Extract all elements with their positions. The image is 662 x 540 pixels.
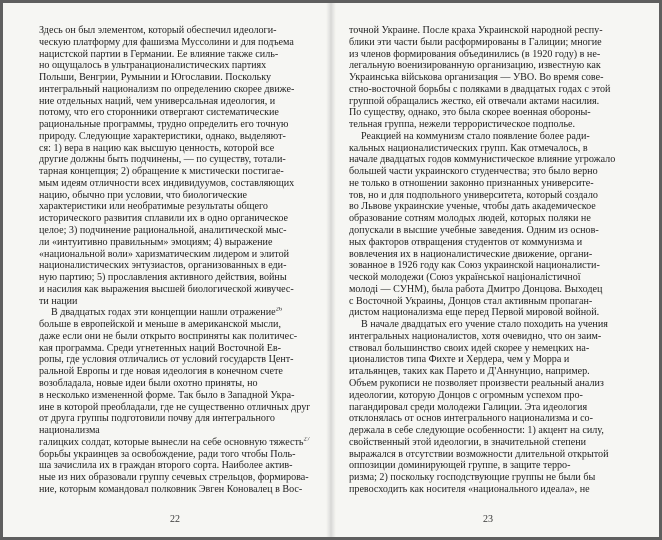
text-line-content: другие должны быть подчинены, — по существу, тотали- bbox=[39, 154, 286, 166]
text-line-content: из членов формирования объединились (в 1920 году) в не- bbox=[349, 48, 601, 60]
text-line-content: «национальной воли» харизматическим лидером и элитой bbox=[39, 248, 290, 260]
text-line-content: выражался в отсутствии возможности длительной открытой bbox=[349, 448, 609, 460]
text-line-content: во Львове украинские ученые, чтобы дать академическое bbox=[349, 201, 596, 213]
text-line-content: ных факторов отвращения студентов от коммунизма и bbox=[349, 236, 583, 248]
text-line bbox=[39, 390, 310, 402]
text-line bbox=[39, 237, 310, 249]
text-line-content: стно-восточной борьбы с поляками в двадцатых годах с этой bbox=[349, 83, 611, 95]
text-line-content: кая программа. Среди угнетенных наций Восточной Ев- bbox=[39, 342, 282, 354]
text-line-content: ческую платформу для фашизма Муссолини и для подъема bbox=[39, 36, 294, 48]
text-line-content: дистом национализма еще перед Первой мировой войной. bbox=[349, 307, 600, 319]
text-line-content: образование сотням молодых людей, которых поляки не bbox=[349, 213, 591, 225]
text-line-content: ную партию; 5) прославления активного действия, войны bbox=[39, 272, 287, 284]
text-line bbox=[39, 213, 310, 225]
text-line-content: ти нации bbox=[39, 295, 78, 307]
text-line bbox=[39, 225, 310, 237]
text-line bbox=[39, 166, 310, 178]
text-line-content: идеологии, которую Донцов с огромным успехом про- bbox=[349, 389, 583, 401]
text-line bbox=[349, 331, 625, 343]
text-line bbox=[39, 143, 310, 155]
text-line bbox=[39, 49, 310, 61]
text-line bbox=[39, 272, 310, 284]
text-line bbox=[39, 25, 310, 37]
text-line bbox=[39, 413, 310, 425]
text-line bbox=[39, 96, 310, 108]
right-page-text bbox=[349, 25, 625, 496]
text-line bbox=[349, 190, 625, 202]
text-line bbox=[349, 413, 625, 425]
text-line-content: держала в себе следующие особенности: 1) акцент на силу, bbox=[349, 425, 604, 437]
text-line bbox=[349, 60, 625, 72]
text-line bbox=[349, 449, 625, 461]
text-line bbox=[349, 472, 625, 484]
text-line-content: В начале двадцатых его учение стало походить на учения bbox=[361, 319, 608, 331]
text-line bbox=[39, 72, 310, 84]
text-line bbox=[349, 225, 625, 237]
text-line-content: нацистской партии в Германии. Ее влияние также силь- bbox=[39, 48, 279, 60]
text-line bbox=[39, 296, 310, 308]
text-line bbox=[349, 437, 625, 449]
text-line bbox=[349, 390, 625, 402]
text-line-content: националистических энтузиастов, организованных в еди- bbox=[39, 260, 287, 272]
text-line-content: возобладала, новые идеи были охотно приняты, но bbox=[39, 377, 258, 389]
text-line bbox=[39, 425, 310, 437]
text-line bbox=[349, 272, 625, 284]
text-line-content: пагандировал среди молодежи Галиции. Эта идеология bbox=[349, 401, 588, 413]
text-line-content: ральной Европы и где новая идеология в конечном счете bbox=[39, 366, 283, 378]
footnote-mark: 27 bbox=[303, 436, 310, 443]
text-line-content: и насилия как выражения высшей биологической живучес- bbox=[39, 283, 294, 295]
text-line-content: ша зачислила их в граждан второго сорта. Наиболее актив- bbox=[39, 460, 293, 472]
text-line bbox=[39, 84, 310, 96]
text-line bbox=[39, 402, 310, 414]
text-line-content: допускали в высшие учебные заведения. Одним из основ- bbox=[349, 225, 599, 237]
text-line-content: легальную военизированную организацию, известную как bbox=[349, 60, 601, 72]
text-line bbox=[39, 484, 310, 496]
text-line bbox=[349, 484, 625, 496]
text-line bbox=[39, 284, 310, 296]
text-line bbox=[349, 107, 625, 119]
text-line-content: галицких солдат, которые вынесли на себе основную тяжесть bbox=[39, 436, 304, 448]
text-line-content: начале двадцатых годов коммунистическое влияние угрожало bbox=[349, 154, 616, 166]
text-line bbox=[39, 307, 310, 319]
right-page-number: 23 bbox=[483, 514, 493, 525]
text-line-content: нацию, обычно при условии, что биологические bbox=[39, 189, 247, 201]
text-line-content: Польши, Венгрии, Румынии и Югославии. Поскольку bbox=[39, 72, 272, 84]
text-line bbox=[349, 249, 625, 261]
text-line bbox=[349, 49, 625, 61]
text-line bbox=[349, 178, 625, 190]
text-line-content: отклонялась от основ интегрального национализма и со- bbox=[349, 413, 593, 425]
text-line-content: больше в европейской и меньше в американской мысли, bbox=[39, 319, 281, 331]
text-line-content: ствовал большинство своих идей скорее у немецких на- bbox=[349, 342, 590, 354]
text-line bbox=[349, 201, 625, 213]
text-line-content: характеристики или необратимые результаты общего bbox=[39, 201, 268, 213]
text-line-content: интегральный национализм по определению скорее движе- bbox=[39, 83, 295, 95]
text-line bbox=[39, 354, 310, 366]
text-line bbox=[39, 119, 310, 131]
text-line-content: даже если они не были открыто восприняты как политичес- bbox=[39, 330, 298, 342]
book-spread bbox=[3, 3, 659, 537]
text-line-content: Здесь он был элементом, который обеспечил идеологи- bbox=[39, 25, 277, 36]
text-line bbox=[349, 37, 625, 49]
text-line-content: По существу, однако, это была скорее военная обороны- bbox=[349, 107, 591, 119]
text-line bbox=[39, 107, 310, 119]
text-line bbox=[349, 402, 625, 414]
text-line bbox=[39, 60, 310, 72]
text-line-content: большей части украинского студенчества; это было верно bbox=[349, 166, 598, 178]
text-line bbox=[349, 343, 625, 355]
text-line bbox=[39, 366, 310, 378]
text-line bbox=[39, 154, 310, 166]
text-line-content: борьбы украинцев за освобождение, ради того чтобы Поль- bbox=[39, 448, 296, 460]
text-line bbox=[349, 284, 625, 296]
text-line bbox=[349, 296, 625, 308]
text-line-content: вовлечения их в националистические движение, органи- bbox=[349, 248, 593, 260]
text-line-content: ине в которой преобладали, где не существенно отличных друг bbox=[39, 401, 310, 413]
text-line bbox=[349, 154, 625, 166]
text-line-content: исторического развития сплавили их в одно органическое bbox=[39, 213, 289, 225]
text-line-content: ние, которым командовал полковник Эвген Коновалец в Вос- bbox=[39, 483, 303, 495]
text-line bbox=[349, 143, 625, 155]
text-line bbox=[349, 96, 625, 108]
text-line bbox=[39, 437, 310, 449]
text-line bbox=[39, 449, 310, 461]
text-line bbox=[39, 472, 310, 484]
text-line bbox=[349, 307, 625, 319]
text-line bbox=[39, 319, 310, 331]
text-line-content: но ощущалось в ультранационалистических партиях bbox=[39, 60, 267, 72]
text-line bbox=[349, 260, 625, 272]
left-page-text bbox=[39, 25, 310, 496]
text-line-content: В двадцатых годах эти концепции нашли отражение bbox=[51, 307, 276, 319]
text-line-content: тов, но и для подпольного университета, который создало bbox=[349, 189, 598, 201]
text-line-content: молоді — СУНМ), была работа Дмитро Донцова. Выходец bbox=[349, 283, 603, 295]
text-line bbox=[349, 72, 625, 84]
text-line-content: блики эти части были расформированы в Галиции; многие bbox=[349, 36, 602, 48]
text-line bbox=[39, 178, 310, 190]
text-line bbox=[349, 378, 625, 390]
text-line-content: Украинська військова организация — УВО. Во время сове- bbox=[349, 72, 604, 84]
text-line bbox=[349, 166, 625, 178]
right-page bbox=[331, 3, 659, 537]
text-line-content: мым идеям отличности всех индивидуумов, составляющих bbox=[39, 177, 295, 189]
text-line-content: не только в отношении законно признанных университе- bbox=[349, 177, 594, 189]
text-line-content: ние отдельных наций, чем универсальная идеология, и bbox=[39, 95, 276, 107]
text-line bbox=[349, 84, 625, 96]
text-line-content: ческой молодежи (Союз української націоналістичної bbox=[349, 272, 581, 284]
text-line bbox=[39, 37, 310, 49]
text-line-content: точной Украине. После краха Украинской народной респу- bbox=[349, 25, 603, 36]
text-line-content: кальных националистических групп. Как отмечалось, в bbox=[349, 142, 588, 154]
text-line-content: ся: 1) вера в нацию как высшую ценность, которой все bbox=[39, 142, 275, 154]
text-line bbox=[39, 343, 310, 355]
text-line-content: итальянцев, таких как Парето и Д'Аннунцио, например. bbox=[349, 366, 590, 378]
text-line bbox=[349, 119, 625, 131]
text-line bbox=[39, 131, 310, 143]
text-line-content: ропы, где условия отличались от условий государств Цент- bbox=[39, 354, 294, 366]
text-line bbox=[349, 131, 625, 143]
text-line-content: в несколько измененной форме. Так было в Западной Укра- bbox=[39, 389, 295, 401]
text-line bbox=[39, 331, 310, 343]
text-line-content: интегральных националистов, хотя очевидно, что он заим- bbox=[349, 330, 602, 342]
text-line-content: оппозиции доминирующей группе, в защите терро- bbox=[349, 460, 571, 472]
text-line-content: тарная концепция; 2) обращение к мистически постигае- bbox=[39, 166, 284, 178]
text-line-content: группой обращались жестко, ей отвечали актами насилия. bbox=[349, 95, 600, 107]
text-line bbox=[349, 354, 625, 366]
text-line bbox=[39, 201, 310, 213]
text-line bbox=[349, 460, 625, 472]
text-line-content: тельная группа, нежели террористическое подполье. bbox=[349, 119, 576, 131]
text-line-content: от друга группы подготовили почву для интегрального bbox=[39, 413, 275, 425]
text-line-content: целое; 3) подчинение рациональной, аналитической мыс- bbox=[39, 225, 287, 237]
text-line bbox=[349, 319, 625, 331]
text-line-content: природу. Следующие характеристики, однако, выделяют- bbox=[39, 130, 286, 142]
text-line bbox=[349, 25, 625, 37]
text-line-content: потому, что его сторонники отвергают систематические bbox=[39, 107, 279, 119]
text-line-content: свойственный этой идеологии, в значительной степени bbox=[349, 436, 586, 448]
text-line-content: ционалистов типа Фихте и Хердера, чем у Морра и bbox=[349, 354, 570, 366]
text-line-content: ризма; 2) поскольку господствующие группы не были бы bbox=[349, 472, 596, 484]
footnote-mark: 26 bbox=[275, 307, 283, 314]
text-line bbox=[349, 213, 625, 225]
text-line-content: превосходить как носителя «национального идеала», не bbox=[349, 483, 590, 495]
text-line bbox=[39, 249, 310, 261]
text-line bbox=[39, 190, 310, 202]
text-line bbox=[349, 366, 625, 378]
text-line bbox=[39, 460, 310, 472]
text-line-content: Реакцией на коммунизм стало появление более ради- bbox=[361, 130, 590, 142]
text-line-content: ные из них образовали группу сечевых стрельцов, формирова- bbox=[39, 472, 309, 484]
text-line bbox=[349, 237, 625, 249]
text-line-content: ли «интуитивно правильным» эмоциям; 4) выражение bbox=[39, 236, 273, 248]
left-page-number: 22 bbox=[170, 514, 180, 525]
text-line-content: зованное в 1926 году как Союз украинской националисти- bbox=[349, 260, 600, 272]
text-line bbox=[39, 260, 310, 272]
left-page bbox=[3, 3, 331, 537]
text-line-content: национализма bbox=[39, 425, 100, 437]
text-line-content: с Восточной Украины, Донцов стал активным пропаган- bbox=[349, 295, 593, 307]
text-line-content: Объем рукописи не позволяет произвести реальный анализ bbox=[349, 377, 604, 389]
text-line-content: рациональные программы, трудно определить его точную bbox=[39, 119, 289, 131]
text-line bbox=[349, 425, 625, 437]
text-line bbox=[39, 378, 310, 390]
